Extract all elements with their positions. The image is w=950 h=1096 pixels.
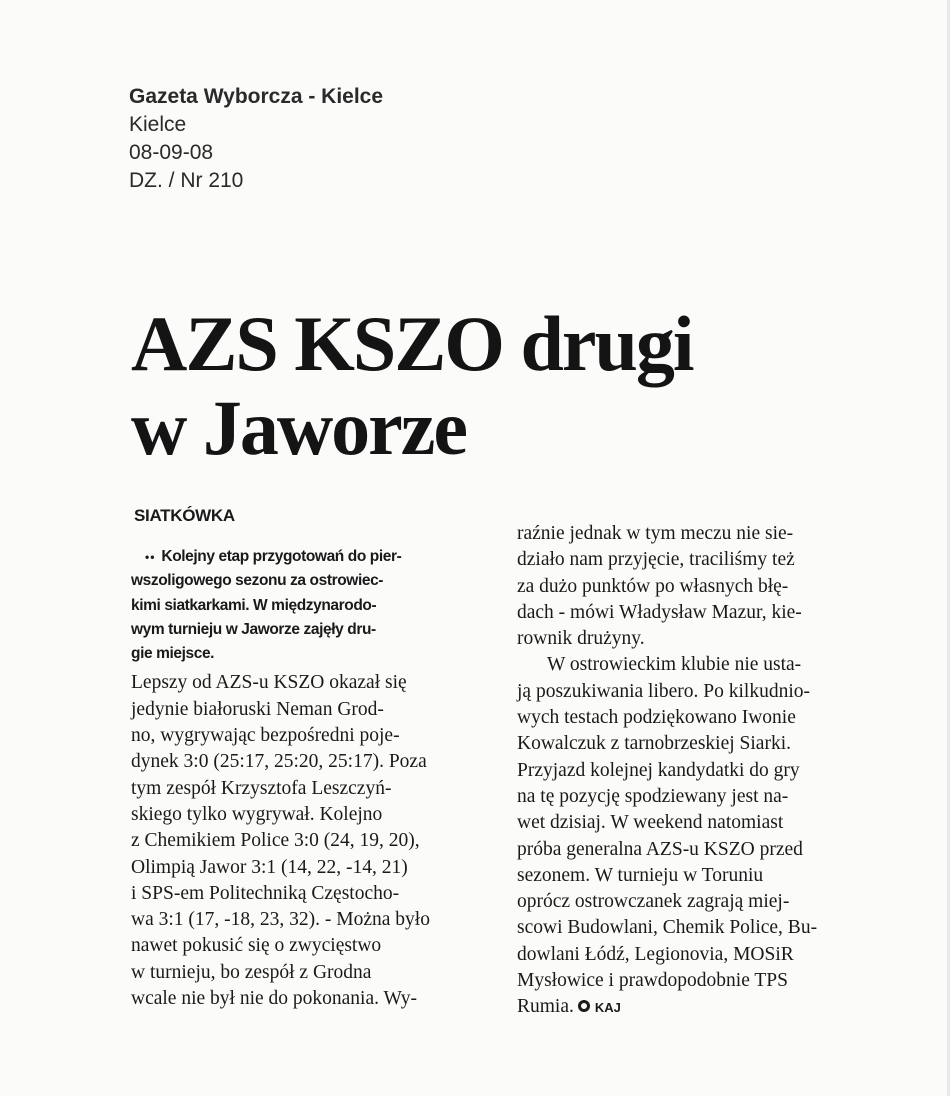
lead-line: kimi siatkarkami. W międzynarodo- [131, 596, 377, 614]
body-line: wcale nie był nie do pokonania. Wy- [131, 988, 418, 1010]
body-line: wet dzisiaj. W weekend natomiast [517, 812, 784, 834]
final-line [517, 994, 905, 1021]
circle-end-mark-icon [578, 1000, 590, 1012]
article-headline [131, 302, 693, 470]
body-line: próba generalna AZS-u KSZO przed [517, 838, 803, 860]
body-line: oprócz ostrowczanek zagrają miej- [517, 891, 790, 913]
publication-city: Kielce [129, 113, 187, 136]
body-line: dowlani Łódź, Legionovia, MOSiR [517, 943, 794, 965]
body-line: Olimpią Jawor 3:1 (14, 22, -14, 21) [131, 856, 408, 878]
body-line: za dużo punktów po własnych błę- [517, 575, 789, 597]
body-line: W ostrowieckim klubie nie usta- [547, 654, 802, 676]
body-line: jedynie białoruski Neman Grod- [131, 698, 384, 720]
body-line: w turnieju, bo zespół z Grodna [131, 961, 372, 983]
body-line: Kowalczuk z tarnobrzeskiej Siarki. [517, 733, 791, 755]
body-line: Przyjazd kolejnej kandydatki do gry [517, 759, 800, 781]
lead-line: wszoligowego sezonu za ostrowiec- [131, 572, 384, 590]
lead-line: •• Kolejny etap przygotowań do pier- [145, 548, 402, 565]
issue-number: DZ. / Nr 210 [129, 169, 244, 192]
article-lead [131, 545, 487, 666]
body-line: dach - mówi Władysław Mazur, kie- [517, 601, 802, 623]
body-line: wa 3:1 (17, -18, 23, 32). - Można było [131, 909, 430, 931]
publication-name: Gazeta Wyborcza - Kielce [129, 85, 384, 108]
publication-date: 08-09-08 [129, 141, 214, 164]
final-line-text: Rumia. [517, 996, 574, 1018]
body-line: ją poszukiwania libero. Po kilkudnio- [517, 680, 810, 702]
body-line: rownik drużyny. [517, 628, 645, 650]
left-column [131, 545, 487, 1012]
libero-paragraph [517, 652, 905, 1021]
body-line: sezonem. W turnieju w Toruniu [517, 864, 764, 886]
body-line: no, wygrywając bezpośredni poje- [131, 725, 400, 747]
section-label: SIATKÓWKA [134, 506, 235, 525]
body-line: tym zespół Krzysztofa Leszczyń- [131, 777, 392, 799]
body-line: działo nam przyjęcie, traciliśmy też [517, 549, 795, 571]
body-line: Lepszy od AZS-u KSZO okazał się [131, 672, 407, 694]
body-line: z Chemikiem Police 3:0 (24, 19, 20), [131, 830, 420, 852]
body-line: dynek 3:0 (25:17, 25:20, 25:17). Poza [131, 751, 427, 773]
body-line: wych testach podziękowano Iwonie [517, 707, 796, 729]
body-line: raźnie jednak w tym meczu nie sie- [517, 523, 794, 544]
left-body-text [131, 670, 487, 1012]
body-line: Mysłowice i prawdopodobnie TPS [517, 970, 789, 992]
body-line: skiego tylko wygrywał. Kolejno [131, 803, 383, 825]
quote-paragraph [517, 521, 905, 652]
body-line: i SPS-em Politechniką Częstocho- [131, 882, 400, 904]
author-signature: KAJ [594, 1000, 621, 1016]
body-line: scowi Budowlani, Chemik Police, Bu- [517, 917, 818, 939]
source-info [129, 83, 383, 195]
lead-line: gie miejsce. [131, 645, 215, 663]
lead-line: wym turnieju w Jaworze zajęły dru- [131, 620, 376, 638]
headline-line-2: w Jaworze [131, 384, 467, 471]
lead-bullet-icon: •• [145, 550, 156, 564]
right-column [517, 521, 905, 1022]
headline-line-1: AZS KSZO drugi [131, 300, 693, 387]
body-line: na tę pozycję spodziewany jest na- [517, 785, 789, 807]
body-line: nawet pokusić się o zwycięstwo [131, 935, 382, 957]
